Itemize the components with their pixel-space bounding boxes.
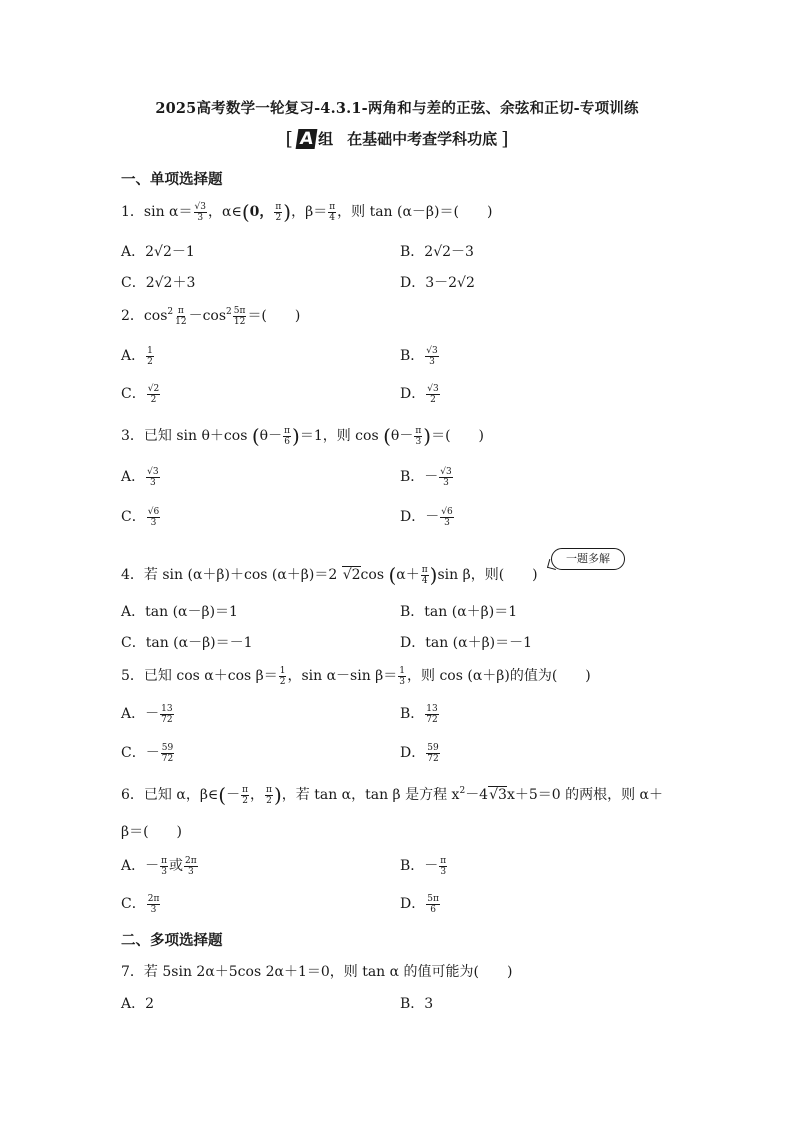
- page-title: 2025高考数学一轮复习-4.3.1-两角和与差的正弦、余弦和正切-专项训练: [155, 100, 639, 117]
- option-7a[interactable]: A．2: [121, 996, 155, 1012]
- fraction: $\frac{√3}{3}$: [194, 201, 206, 223]
- option-6d[interactable]: D． $\frac{5\pi}{6}$: [400, 893, 439, 915]
- option-6a[interactable]: A．－ $\frac{\pi}{3}$ 或 $\frac{2\pi}{3}$: [121, 855, 197, 877]
- option-1b[interactable]: B．2√2－3: [400, 244, 474, 260]
- option-2a[interactable]: A． $\frac{1}{2}$: [121, 345, 153, 367]
- question-7: 7．若 5sin 2α＋5cos 2α＋1＝0，则 tan α 的值可能为( ): [121, 964, 513, 980]
- option-1a[interactable]: A．2√2－1: [121, 244, 195, 260]
- option-3d[interactable]: D．－ $\frac{√6}{3}$: [400, 506, 453, 528]
- question-6: 6．已知 α，β∈(－ $\frac{\pi}{2}$ ， $\frac{\pi}{2}$ )，若 tan α，tan β 是方程 $x^2-4√3x+5=0$ 的两根，则 α＋: [121, 783, 664, 807]
- option-5d[interactable]: D． $\frac{59}{72}$: [400, 742, 439, 764]
- option-4b[interactable]: B．tan (α＋β)＝1: [400, 604, 518, 620]
- bracket-left: [: [285, 128, 293, 150]
- group-tag-icon: A: [295, 129, 317, 149]
- option-5c[interactable]: C．－ $\frac{59}{72}$: [121, 742, 174, 764]
- multi-solution-badge: 一题多解: [551, 548, 625, 570]
- option-7b[interactable]: B．3: [400, 996, 434, 1012]
- option-5a[interactable]: A．－ $\frac{13}{72}$: [121, 703, 173, 725]
- question-3: 3．已知 sin θ＋cos (θ－ $\frac{\pi}{6}$ )＝1，则 cos (θ－ $\frac{\pi}{3}$ )＝( ): [121, 424, 485, 448]
- option-4c[interactable]: C．tan (α－β)＝－1: [121, 635, 253, 651]
- bracket-right: ]: [501, 128, 509, 150]
- group-text: 在基础中考查学科功底: [347, 130, 498, 148]
- option-5b[interactable]: B． $\frac{13}{72}$: [400, 703, 438, 725]
- question-5: 5．已知 cos α＋cos β＝ $\frac{1}{2}$ ，sin α－sin β＝ $\frac{1}{3}$ ，则 cos (α＋β)的值为( ): [121, 665, 591, 687]
- option-1c[interactable]: C．2√2＋3: [121, 275, 196, 291]
- question-6-cont: β＝( ): [121, 824, 183, 840]
- option-6c[interactable]: C． $\frac{2\pi}{3}$: [121, 893, 160, 915]
- section-single-choice: 一、单项选择题: [121, 171, 223, 188]
- section-multi-choice: 二、多项选择题: [121, 932, 223, 949]
- question-2: 2．$\cos^2$ $\frac{\pi}{12}$ $-\cos^2$ $\frac{5\pi}{12}$ ＝( ): [121, 305, 301, 327]
- group-header: [0, 128, 794, 150]
- option-2c[interactable]: C． $\frac{√2}{2}$: [121, 383, 160, 405]
- question-4: 4．若 sin (α＋β)＋cos (α＋β)＝2 √2cos (α＋ $\frac{\pi}{4}$ )sin β，则( ): [121, 563, 538, 587]
- option-6b[interactable]: B．－ $\frac{\pi}{3}$: [400, 855, 447, 877]
- option-2d[interactable]: D． $\frac{√3}{2}$: [400, 383, 439, 405]
- option-3b[interactable]: B．－ $\frac{√3}{3}$: [400, 466, 452, 488]
- option-1d[interactable]: D．3－2√2: [400, 275, 475, 291]
- option-4d[interactable]: D．tan (α＋β)＝－1: [400, 635, 533, 651]
- option-3c[interactable]: C． $\frac{√6}{3}$: [121, 506, 160, 528]
- group-zu: 组: [318, 130, 334, 148]
- option-3a[interactable]: A． $\frac{√3}{3}$: [121, 466, 159, 488]
- option-2b[interactable]: B． $\frac{√3}{3}$: [400, 345, 438, 367]
- option-4a[interactable]: A．tan (α－β)＝1: [121, 604, 238, 620]
- question-1: 1．sin α＝ $\frac{√3}{3}$ ，α∈(0， $\frac{\pi}{2}$ )，β＝ $\frac{\pi}{4}$ ，则 tan (α－β)＝( ): [121, 200, 493, 224]
